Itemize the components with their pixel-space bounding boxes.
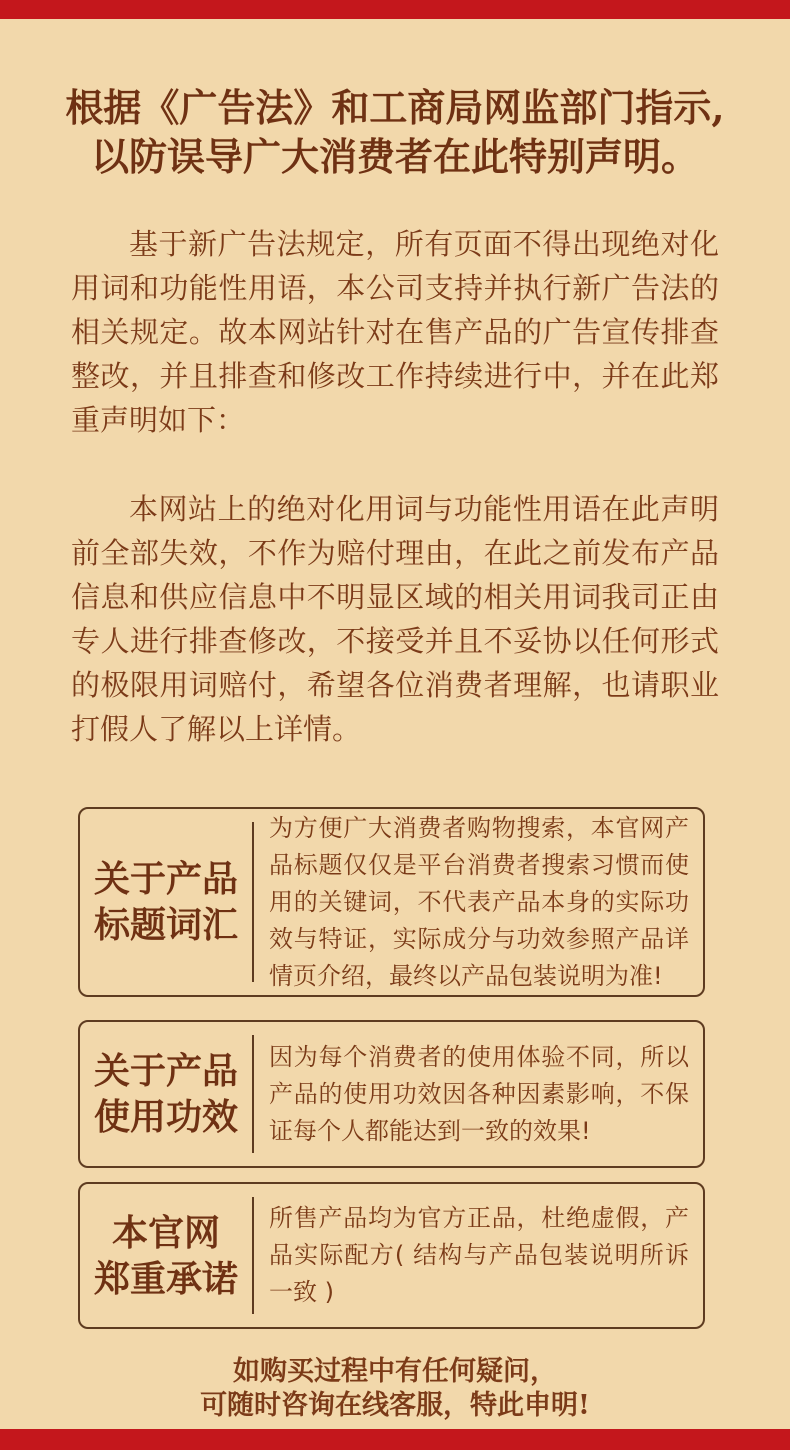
notice-box-official-promise-body: 所售产品均为官方正品，杜绝虚假，产品实际配方( 结构与产品包装说明所诉一致 )	[269, 1204, 689, 1306]
notice-box-official-promise-label-line-2: 郑重承诺	[93, 1257, 238, 1300]
notice-box-official-promise-label	[80, 1210, 252, 1302]
notice-box-product-title-label-line-2: 标题词汇	[93, 904, 238, 946]
page-title-line-2: 以防误导广大消费者在此特别声明。	[90, 134, 699, 179]
notice-box-product-title-label	[80, 856, 252, 948]
top-red-bar	[0, 0, 790, 19]
notice-box-official-promise	[78, 1182, 705, 1329]
bottom-red-bar	[0, 1429, 790, 1450]
notice-box-product-title	[78, 807, 705, 997]
notice-box-product-effect-label-line-2: 使用功效	[93, 1096, 238, 1138]
footer-note-line-1: 如购买过程中有任何疑问，	[233, 1356, 557, 1387]
footer-note-line-2: 可随时咨询在线客服，特此申明!	[200, 1390, 590, 1421]
notice-box-product-effect-label-line-1: 关于产品	[93, 1050, 238, 1092]
notice-box-official-promise-label-line-1: 本官网	[111, 1211, 220, 1254]
notice-box-product-effect-label	[80, 1048, 252, 1140]
page-title-line-1: 根据《广告法》和工商局网监部门指示,	[65, 85, 725, 130]
notice-box-product-effect-body: 因为每个消费者的使用体验不同，所以产品的使用功效因各种因素影响，不保证每个人都能达到一致的效果!	[269, 1042, 689, 1145]
notice-box-product-title-label-line-1: 关于产品	[93, 858, 238, 900]
statement-paragraph-1: 基于新广告法规定，所有页面不得出现绝对化用词和功能性用语，本公司支持并执行新广告法的相关规定。故本网站针对在售产品的广告宣传排查整改，并且排查和修改工作持续进行中，并在此郑重声明如下：	[71, 227, 719, 437]
notice-box-product-title-body: 为方便广大消费者购物搜索，本官网产品标题仅仅是平台消费者搜索习惯而使用的关键词，不代表产品本身的实际功效与特证，实际成分与功效参照产品详情页介绍，最终以产品包装说明为准!	[269, 813, 689, 990]
notice-box-product-effect	[78, 1020, 705, 1168]
statement-paragraph-2: 本网站上的绝对化用词与功能性用语在此声明前全部失效，不作为赔付理由，在此之前发布产品信息和供应信息中不明显区域的相关用词我司正由专人进行排查修改，不接受并且不妥协以任何形式的极限用词赔付，希望各位消费者理解，也请职业打假人了解以上详情。	[71, 492, 719, 746]
footer-note	[0, 1355, 790, 1423]
page-title	[0, 83, 790, 181]
